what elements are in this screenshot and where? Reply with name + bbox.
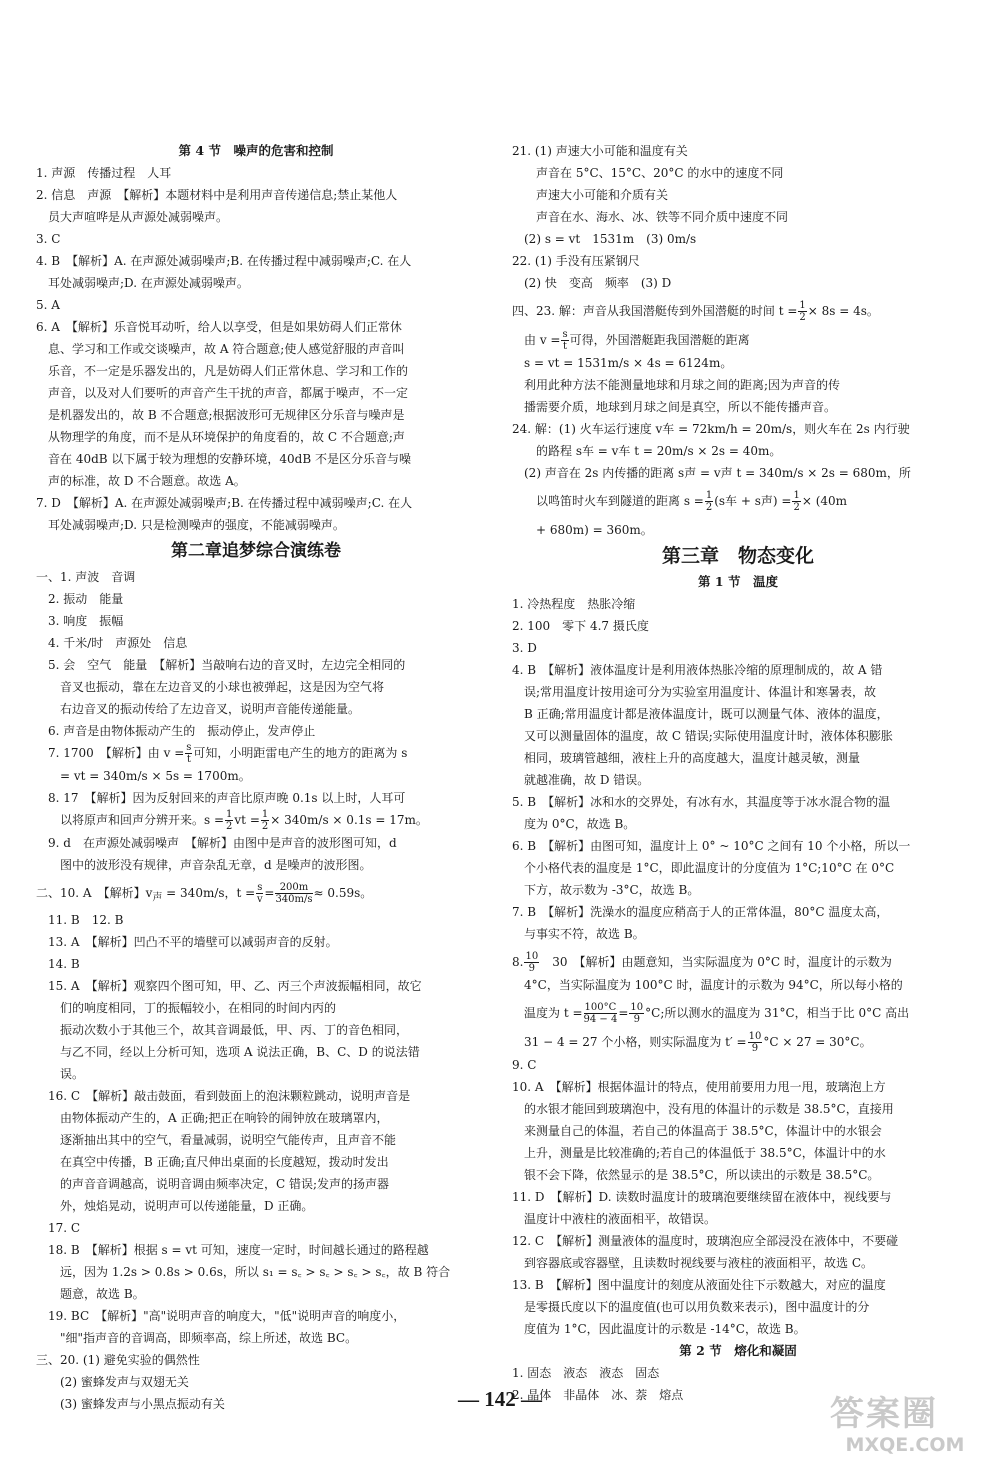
answer-line: 到容器底或容器壁，且读数时视线要与液柱的液面相平，故选 C。 (512, 1256, 873, 1270)
chapter-3-title: 第三章 物态变化 (661, 545, 814, 567)
answer-line: 振动次数小于其他三个，故其音调最低，甲、丙、丁的音色相同， (36, 1023, 409, 1038)
section-title-melting: 第 2 节 熔化和凝固 (679, 1343, 797, 1358)
fraction-s-over-t: $\frac{s}{t}$ (186, 742, 192, 765)
answer-line: 度为 0°C，故选 B。 (512, 817, 636, 831)
answer-line: 远，因为 1.2s > 0.8s > 0.6s，所以 s₁ = s꜀ > s꜀ > s꜀ > s꜀，故 B 符合 (36, 1265, 451, 1280)
answer-line: 6. 声音是由物体振动产生的 振动停止，发声停止 (36, 724, 316, 738)
answer-line: 4. B 【解析】液体温度计是利用液体热胀冷缩的原理制成的，故 A 错 (512, 663, 883, 677)
answer-line: 17. C (36, 1221, 81, 1236)
answer-line: 16. C 【解析】敲击鼓面，看到鼓面上的泡沫颗粒跳动，说明声音是 (36, 1089, 411, 1104)
answer-line: 5. 会 空气 能量 【解析】当敲响右边的音叉时，左边完全相同的 (36, 658, 406, 672)
answer-line: 右边音叉的振动传给了左边音叉，说明声音能传递能量。 (36, 702, 361, 716)
answer-line: 13. A 【解析】凹凸不平的墙壁可以减弱声音的反射。 (36, 935, 338, 950)
answer-line: 10. A 【解析】根据体温计的特点，使用前要用力甩一甩，玻璃泡上方 (512, 1080, 886, 1094)
answer-line: 从物理学的角度，而不是从环境保护的角度看的，故 C 不合题意;声 (36, 430, 405, 444)
answer-list-chapter2-part1 (36, 566, 476, 742)
answer-line: 误;常用温度计按用途可分为实验室用温度计、体温计和寒暑表，故 (512, 685, 877, 699)
fraction-half: $\frac{1}{2}$ (226, 809, 233, 832)
answer-line: 由物体振动产生的，A 正确;把正在响铃的闹钟放在玻璃罩内， (36, 1111, 389, 1126)
answer-line: 21. (1) 声速大小可能和温度有关 (512, 144, 688, 158)
answer-line: 2. 信息 声源 【解析】本题材料中是利用声音传递信息;禁止某他人 (36, 188, 398, 202)
answer-line: 24. 解：(1) 火车运行速度 v车 = 72km/h = 20m/s，则火车在 2s 内行驶 (512, 422, 910, 436)
answer-line: 6. A 【解析】乐音悦耳动听，给人以享受，但是如果妨碍人们正常休 (36, 320, 402, 334)
answer-item-temp-q8-calc: 温度为 t = $\frac{100^\circ C}{94 - 4}$ = $\frac{10}{9}$ °C;所以测水的温度为 31°C，相当于比 0°C 高出 (512, 1002, 910, 1025)
answer-line: 与事实不符，故选 B。 (512, 927, 645, 941)
answer-line: 员大声喧哗是从声源处减弱噪声。 (36, 210, 229, 224)
fraction-distance-over-speed: $\frac{200m}{340m/s}$ (275, 882, 313, 905)
page-number: — 142 — (458, 1387, 542, 1411)
answer-line: 相同，玻璃管越细，液柱上升的高度越大，温度计越灵敏，测量 (512, 751, 861, 765)
answer-line: 2. 晶体 非晶体 冰、萘 熔点 (512, 1388, 684, 1402)
answer-item-q23-cont: 由 v = $\frac{s}{t}$ 可得，外国潜艇距我国潜艇的距离 (512, 329, 750, 352)
answer-line: 15. A 【解析】观察四个图可知，甲、乙、丙三个声波振幅相同，故它 (36, 979, 422, 994)
answer-item-q24-cont: 以鸣笛时火车到隧道的距离 s = $\frac{1}{2}$ (s车 + s声) = $\frac{1}{2}$ × (40m (512, 490, 848, 513)
answer-line: 外，烛焰晃动，说明声可以传递能量，D 正确。 (36, 1199, 314, 1214)
answer-line: 11. B 12. B (36, 913, 124, 928)
answer-line: 度值为 1°C，因此温度计的示数是 -14°C，故选 B。 (512, 1322, 806, 1336)
answer-line: 7. B 【解析】洗澡水的温度应稍高于人的正常体温，80°C 温度太高， (512, 905, 889, 919)
answer-line: 耳处减弱噪声;D. 只是检测噪声的强度，不能减弱噪声。 (36, 518, 345, 532)
answer-line: 一、1. 声波 音调 (36, 570, 136, 584)
fraction-ten-ninths: $\frac{10}{9}$ (630, 1002, 644, 1025)
answer-item-q24-end: + 680m) = 360m。 (512, 523, 653, 537)
answer-line: 2. 振动 能量 (36, 592, 124, 606)
answer-line: 1. 声源 传播过程 人耳 (36, 166, 172, 180)
answer-line: 逐渐抽出其中的空气，看量减弱，说明空气能传声，且声音不能 (36, 1133, 397, 1148)
answer-line: 上升，测量是比较准确的;若自己的体温低于 38.5°C，体温计中的水 (512, 1146, 886, 1160)
answer-line: 声速大小可能和介质有关 (512, 188, 669, 202)
answer-line: 9. C (512, 1058, 537, 1072)
answer-item-q7: 7. 1700 【解析】由 v = $\frac{s}{t}$ 可知，小明距雷电产生的地方的距离为 s (36, 742, 408, 765)
answer-line: 3. 响度 振幅 (36, 614, 124, 628)
answer-line: 声的标准，故 D 不合题意。故选 A。 (36, 474, 246, 488)
fraction-ten-ninths: $\frac{10}{9}$ (748, 1031, 762, 1054)
section-title-temperature: 第 1 节 温度 (698, 574, 778, 589)
answer-line: 是机器发出的，故 B 不合题意;根据波形可无规律区分乐音与噪声是 (36, 408, 405, 422)
answer-line: 在真空中传播，B 正确;直尺伸出桌面的长度越短，拨动时发出 (36, 1155, 389, 1170)
answer-line: 4. 千米/时 声源处 信息 (36, 636, 188, 650)
answer-line: 银不会下降，依然显示的是 38.5°C，所以读出的示数是 38.5°C。 (512, 1168, 880, 1182)
answer-line: 13. B 【解析】图中温度计的刻度从液面处往下示数越大，对应的温度 (512, 1278, 886, 1292)
answer-line: 的声音音调越高，说明音调由频率决定，C 错误;发声的扬声器 (36, 1177, 390, 1192)
answer-line: (3) 蜜蜂发声与小黑点振动有关 (36, 1397, 225, 1412)
section-title-noise-control: 第 4 节 噪声的危害和控制 (178, 143, 334, 158)
answer-line: 温度计中液柱的液面相平，故错误。 (512, 1212, 717, 1226)
answer-item-q8: 8. 17 【解析】因为反射回来的声音比原声晚 0.1s 以上时，人耳可 (36, 791, 406, 805)
answer-line: 19. BC 【解析】"高"说明声音的响度大，"低"说明声音的响度小， (36, 1309, 406, 1324)
answer-line: 就越准确，故 D 错误。 (512, 773, 650, 787)
answer-line: 误。 (36, 1067, 85, 1082)
answer-item-temp-q8: 8. $\frac{10}{9}$ 30 【解析】由题意知，当实际温度为 0°C 时，温度计的示数为 (512, 951, 892, 974)
answer-line: 与乙不同，经以上分析可知，选项 A 说法正确，B、C、D 的说法错 (36, 1045, 420, 1060)
chapter-2-review-title: 第二章追梦综合演练卷 (171, 541, 341, 561)
fraction-ten-ninths: $\frac{10}{9}$ (525, 951, 539, 974)
answer-line: 音叉也振动，靠在左边音叉的小球也被弹起，这是因为空气将 (36, 680, 385, 694)
answer-line: 下方，故示数为 -3°C，故选 B。 (512, 883, 700, 897)
answer-line: 又可以测量固体的温度，故 C 错误;实际使用温度计时，液体体积膨胀 (512, 729, 893, 743)
answer-line: 的水银才能回到玻璃泡中，没有甩的体温计的示数是 38.5°C，直接用 (512, 1102, 894, 1116)
answer-line: (2) 快 变高 频率 (3) D (512, 276, 672, 290)
fraction-half: $\frac{1}{2}$ (793, 490, 800, 513)
answer-line: 图中的波形没有规律，声音杂乱无章，d 是噪声的波形图。 (36, 858, 372, 872)
fraction-scale-ratio: $\frac{100^\circ C}{94 - 4}$ (583, 1002, 618, 1025)
watermark-logo (830, 1395, 980, 1467)
answer-line: 5. B 【解析】冰和水的交界处，有冰有水，其温度等于冰水混合物的温 (512, 795, 891, 809)
answer-list-q23-q24 (512, 352, 964, 484)
answer-list-q9 (36, 832, 476, 876)
fraction-half: $\frac{1}{2}$ (799, 300, 806, 323)
answer-line: 7. D 【解析】A. 在声源处减弱噪声;B. 在传播过程中减弱噪声;C. 在人 (36, 496, 413, 510)
answer-line: 22. (1) 手没有压紧钢尺 (512, 254, 640, 268)
answer-item-temp-q8-result: 31 − 4 = 27 个小格，则实际温度为 t′ = $\frac{10}{9}$ °C × 27 = 30°C。 (512, 1031, 872, 1054)
answer-line: 18. B 【解析】根据 s = vt 可知，速度一定时，时间越长通过的路程越 (36, 1243, 429, 1258)
answer-line: 声音在 5°C、15°C、20°C 的水中的速度不同 (512, 166, 784, 180)
answer-line: 3. D (512, 641, 537, 655)
answer-line: 息、学习和工作或交谈噪声，故 A 符合题意;使人感觉舒服的声音叫 (36, 342, 405, 356)
fraction-s-over-v: $\frac{s}{v}$ (256, 882, 263, 905)
answer-line: B 正确;常用温度计都是液体温度计，既可以测量气体、液体的温度， (512, 707, 889, 721)
answer-line: 个小格代表的温度是 1°C，即此温度计的分度值为 1°C;10°C 在 0°C (512, 861, 895, 875)
fraction-s-over-t: $\frac{s}{t}$ (562, 329, 568, 352)
answer-list-noise (36, 162, 476, 536)
answer-line: 2. 100 零下 4.7 摄氏度 (512, 619, 649, 633)
answer-line: 12. C 【解析】测量液体的温度时，玻璃泡应全部浸没在液体中，不要碰 (512, 1234, 899, 1248)
answer-line: 9. d 在声源处减弱噪声 【解析】由图中是声音的波形图可知，d (36, 836, 397, 850)
answer-line: 题意，故选 B。 (36, 1287, 145, 1302)
answer-line: 乐音，不一定是乐器发出的，凡是妨碍人们正常休息、学习和工作的 (36, 364, 409, 378)
fraction-half: $\frac{1}{2}$ (705, 490, 713, 513)
answer-line: 三、20. (1) 避免实验的偶然性 (36, 1353, 200, 1368)
answer-line: 5. A (36, 298, 60, 312)
answer-list-temperature (512, 593, 964, 945)
right-column (512, 140, 964, 1406)
answer-item-q7-cont: = vt = 340m/s × 5s = 1700m。 (36, 769, 251, 783)
answer-line: s = vt = 1531m/s × 4s = 6124m。 (512, 356, 733, 370)
answer-line: "细"指声音的音调高，即频率高，综上所述，故选 BC。 (36, 1331, 358, 1346)
answer-line: 利用此种方法不能测量地球和月球之间的距离;因为声音的传 (512, 378, 841, 392)
left-column (36, 140, 476, 1415)
answer-list-chapter2-part2 (36, 909, 476, 1415)
answer-line: 声音在水、海水、冰、铁等不同介质中速度不同 (512, 210, 789, 224)
answer-list-temperature-part2 (512, 1054, 964, 1340)
answer-line: 们的响度相同，丁的振幅较小，在相同的时间内丙的 (36, 1001, 337, 1016)
answer-list-q21-q22 (512, 140, 964, 294)
answer-line: 6. B 【解析】由图可知，温度计上 0° ~ 10°C 之间有 10 个小格，所以一 (512, 839, 911, 853)
answer-line: 11. D 【解析】D. 读数时温度计的玻璃泡要继续留在液体中，视线要与 (512, 1190, 892, 1204)
answer-line: 14. B (36, 957, 80, 972)
answer-line: 声音，以及对人们要听的声音产生干扰的声音，都属于噪声，不一定 (36, 386, 409, 400)
answer-line: 4. B 【解析】A. 在声源处减弱噪声;B. 在传播过程中减弱噪声;C. 在人 (36, 254, 412, 268)
answer-line: 耳处减弱噪声;D. 在声源处减弱噪声。 (36, 276, 249, 290)
answer-item-q8-cont: 以将原声和回声分辨开来。s = $\frac{1}{2}$ vt = $\frac{1}{2}$ × 340m/s × 0.1s = 17m。 (36, 809, 428, 832)
watermark-url: MXQE.COM (845, 1434, 965, 1456)
answer-line: 3. C (36, 232, 61, 246)
answer-line: 1. 固态 液态 液态 固态 (512, 1366, 660, 1380)
answer-line: 的路程 s车 = v车 t = 20m/s × 2s = 40m。 (512, 444, 782, 458)
answer-item-temp-q8-cont: 4°C，当实际温度为 100°C 时，温度计的示数为 94°C，所以每小格的 (512, 978, 903, 992)
answer-line: 1. 冷热程度 热胀冷缩 (512, 597, 636, 611)
answer-line: 音在 40dB 以下属于较为理想的安静环境，40dB 不是区分乐音与噪 (36, 452, 411, 466)
answer-line: 是零摄氏度以下的温度值(也可以用负数来表示)，图中温度计的分 (512, 1300, 870, 1314)
fraction-half: $\frac{1}{2}$ (261, 809, 269, 832)
answer-item-q10: 二、10. A 【解析】$v_声 = 340m/s$，t = $\frac{s}{v}$ = $\frac{200m}{340m/s}$ ≈ 0.59s。 (36, 882, 373, 905)
answer-line: (2) 声音在 2s 内传播的距离 s声 = v声 t = 340m/s × 2s = 680m，所 (512, 466, 911, 480)
answer-line: 来测量自己的体温，若自己的体温高于 38.5°C，体温计中的水银会 (512, 1124, 882, 1138)
answer-line: (2) 蜜蜂发声与双翅无关 (36, 1375, 189, 1390)
watermark-mark: 答案圈 (830, 1394, 938, 1434)
answer-item-q23: 四、23. 解：声音从我国潜艇传到外国潜艇的时间 t = $\frac{1}{2}$ × 8s = 4s。 (512, 300, 879, 323)
answer-line: (2) s = vt 1531m (3) 0m/s (512, 232, 697, 246)
answer-line: 播需要介质，地球到月球之间是真空，所以不能传播声音。 (512, 400, 837, 414)
